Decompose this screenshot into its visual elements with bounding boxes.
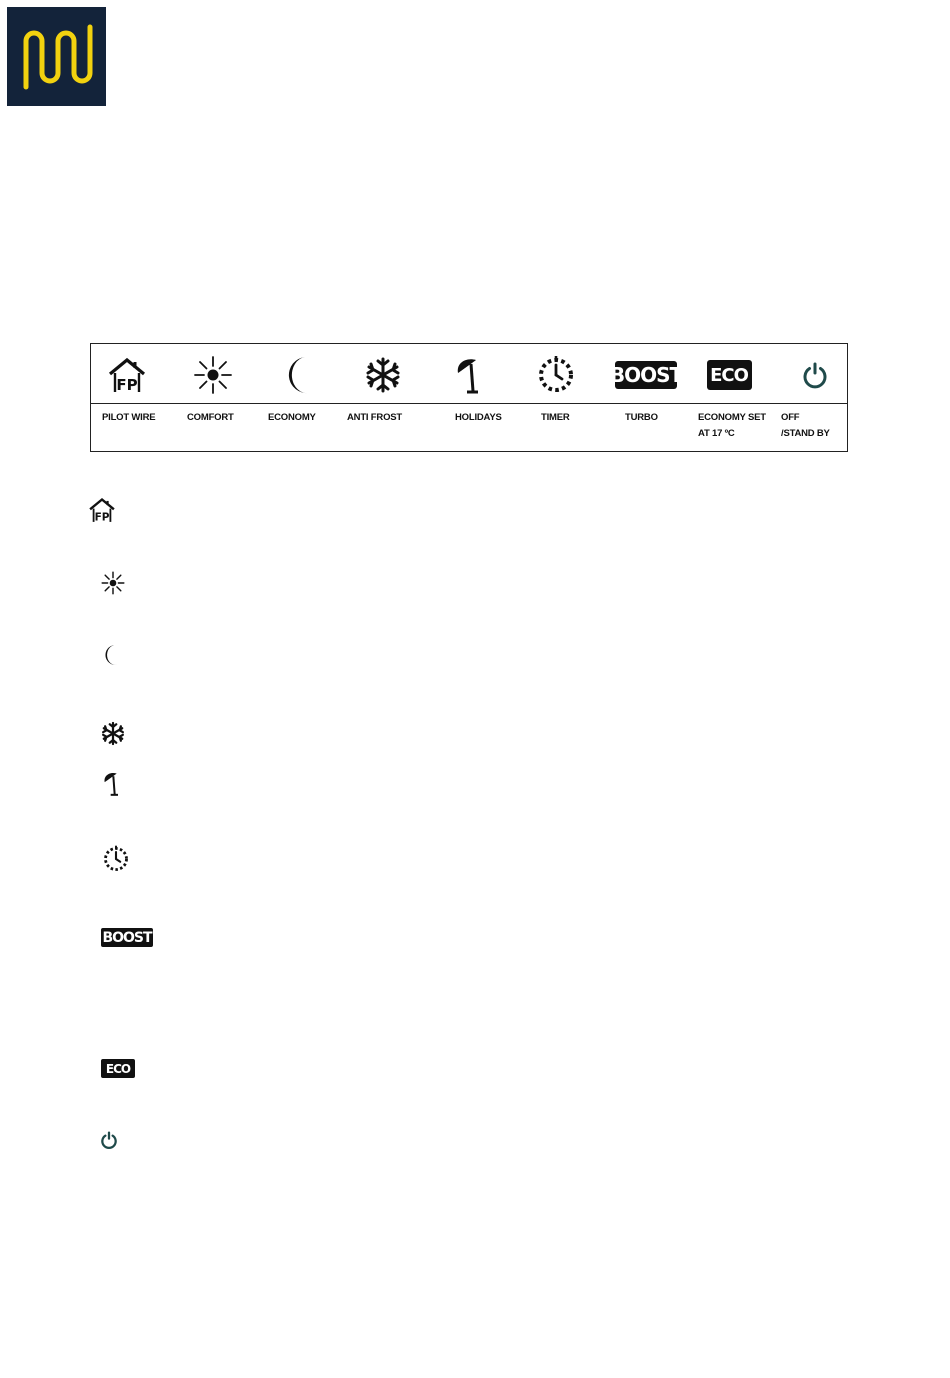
boost-badge-text: BOOST <box>102 929 152 946</box>
parasol-icon <box>101 769 123 797</box>
legend-divider <box>91 403 847 404</box>
eco-badge-text: ECO <box>707 360 752 390</box>
legend-label-off-line2: /STAND BY <box>781 428 830 439</box>
boost-badge <box>101 928 153 947</box>
fp-house-icon <box>86 495 118 525</box>
legend-label-eco-line2: AT 17 ºC <box>698 428 735 439</box>
legend-label-holidays: HOLIDAYS <box>455 412 502 423</box>
power-icon <box>793 352 837 398</box>
boost-badge <box>609 352 683 398</box>
svg-text:FP: FP <box>94 511 110 524</box>
eco-badge-text: ECO <box>101 1059 135 1078</box>
legend-label-economy: ECONOMY <box>268 412 316 423</box>
parasol-icon <box>447 352 491 398</box>
icon-legend-table <box>90 343 848 452</box>
legend-label-turbo: TURBO <box>625 412 658 423</box>
legend-label-eco <box>698 410 766 442</box>
sun-icon <box>191 352 235 398</box>
svg-text:FP: FP <box>116 376 138 394</box>
snowflake-icon <box>361 352 405 398</box>
snowflake-icon <box>100 720 126 746</box>
legend-label-pilot-wire: PILOT WIRE <box>102 412 156 423</box>
timer-icon <box>534 352 578 398</box>
heating-coil-logo-icon <box>7 7 106 106</box>
power-icon <box>98 1129 120 1151</box>
brand-logo <box>7 7 106 106</box>
legend-label-eco-line1: ECONOMY SET <box>698 412 766 423</box>
legend-label-anti-frost: ANTI FROST <box>347 412 402 423</box>
eco-badge <box>101 1059 135 1078</box>
moon-icon <box>277 352 321 398</box>
legend-label-off <box>781 410 830 442</box>
boost-badge-text: BOOST <box>609 363 683 387</box>
fp-house-icon <box>105 352 149 398</box>
legend-label-comfort: COMFORT <box>187 412 234 423</box>
legend-label-off-line1: OFF <box>781 412 800 423</box>
legend-label-timer: TIMER <box>541 412 570 423</box>
moon-icon <box>99 642 123 668</box>
sun-icon <box>100 570 126 596</box>
eco-badge <box>705 352 753 398</box>
timer-icon <box>101 843 131 875</box>
